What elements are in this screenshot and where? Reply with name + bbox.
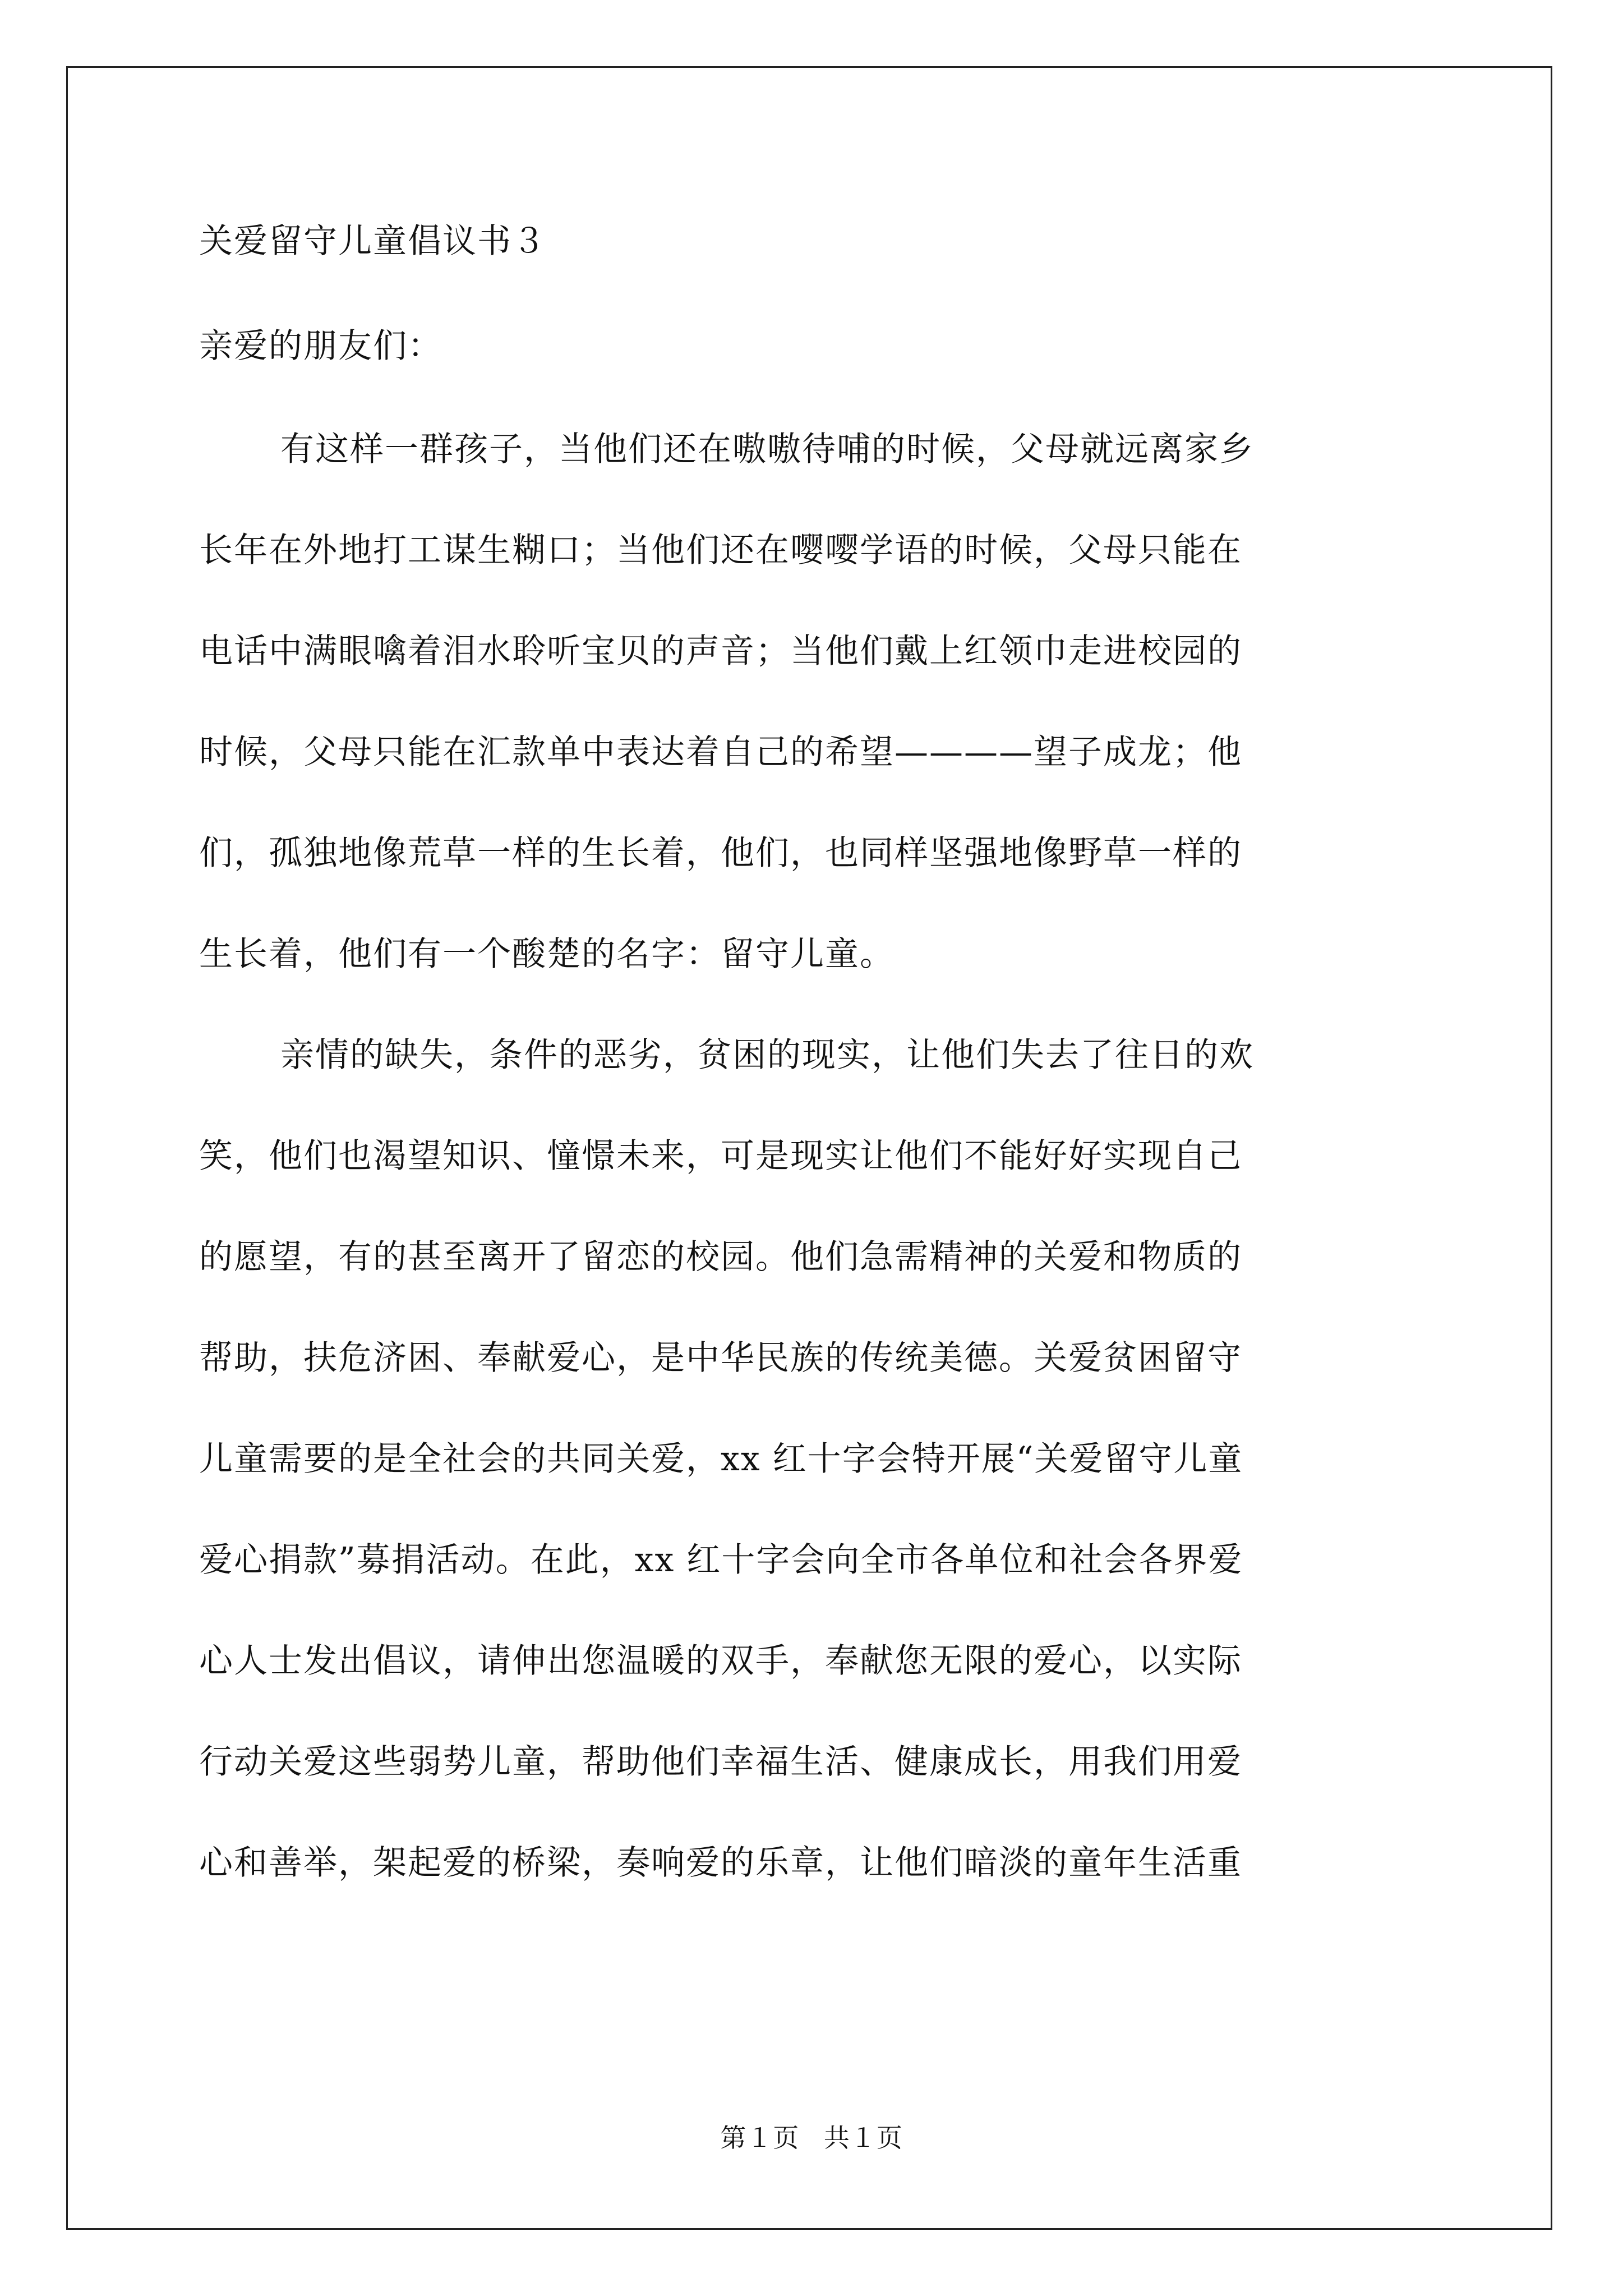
- page-number: 第１页: [720, 2123, 800, 2153]
- paragraph-line: 们，孤独地像荒草一样的生长着，他们，也同样坚强地像野草一样的: [199, 834, 1242, 873]
- paragraph-line: 笑，他们也渴望知识、憧憬未来，可是现实让他们不能好好实现自己: [199, 1137, 1242, 1176]
- paragraph-line: 有这样一群孩子，当他们还在嗷嗷待哺的时候，父母就远离家乡: [280, 430, 1254, 469]
- page-footer: [0, 2118, 1623, 2155]
- paragraph-line: 心人士发出倡议，请伸出您温暖的双手，奉献您无限的爱心，以实际: [199, 1641, 1242, 1681]
- paragraph-1: [199, 432, 1422, 1038]
- paragraph-line: 的愿望，有的甚至离开了留恋的校园。他们急需精神的关爱和物质的: [199, 1237, 1242, 1277]
- paragraph-line: 心和善举，架起爱的桥梁，奏响爱的乐章，让他们暗淡的童年生活重: [199, 1843, 1242, 1883]
- page-total: 共１页: [823, 2123, 903, 2153]
- paragraph-line: 时候，父母只能在汇款单中表达着自己的希望————望子成龙；他: [199, 733, 1242, 772]
- salutation: 亲爱的朋友们：: [199, 326, 442, 366]
- paragraph-line: 电话中满眼噙着泪水聆听宝贝的声音；当他们戴上红领巾走进校园的: [199, 632, 1242, 671]
- paragraph-line: 行动关爱这些弱势儿童，帮助他们幸福生活、健康成长，用我们用爱: [199, 1742, 1242, 1782]
- paragraph-line: 帮助，扶危济困、奉献爱心，是中华民族的传统美德。关爱贫困留守: [199, 1338, 1242, 1378]
- paragraph-2: [199, 1038, 1422, 1947]
- paragraph-line: 儿童需要的是全社会的共同关爱，xx 红十字会特开展“关爱留守儿童: [199, 1439, 1243, 1479]
- paragraph-line: 生长着，他们有一个酸楚的名字：留守儿童。: [199, 935, 895, 974]
- paragraph-line: 爱心捐款”募捐活动。在此，xx 红十字会向全市各单位和社会各界爱: [199, 1540, 1243, 1580]
- document-title: 关爱留守儿童倡议书３: [199, 222, 547, 261]
- document-body: [199, 224, 1422, 1947]
- paragraph-line: 长年在外地打工谋生糊口；当他们还在嘤嘤学语的时候，父母只能在: [199, 531, 1242, 570]
- paragraph-line: 亲情的缺失，条件的恶劣，贫困的现实，让他们失去了往日的欢: [280, 1036, 1254, 1075]
